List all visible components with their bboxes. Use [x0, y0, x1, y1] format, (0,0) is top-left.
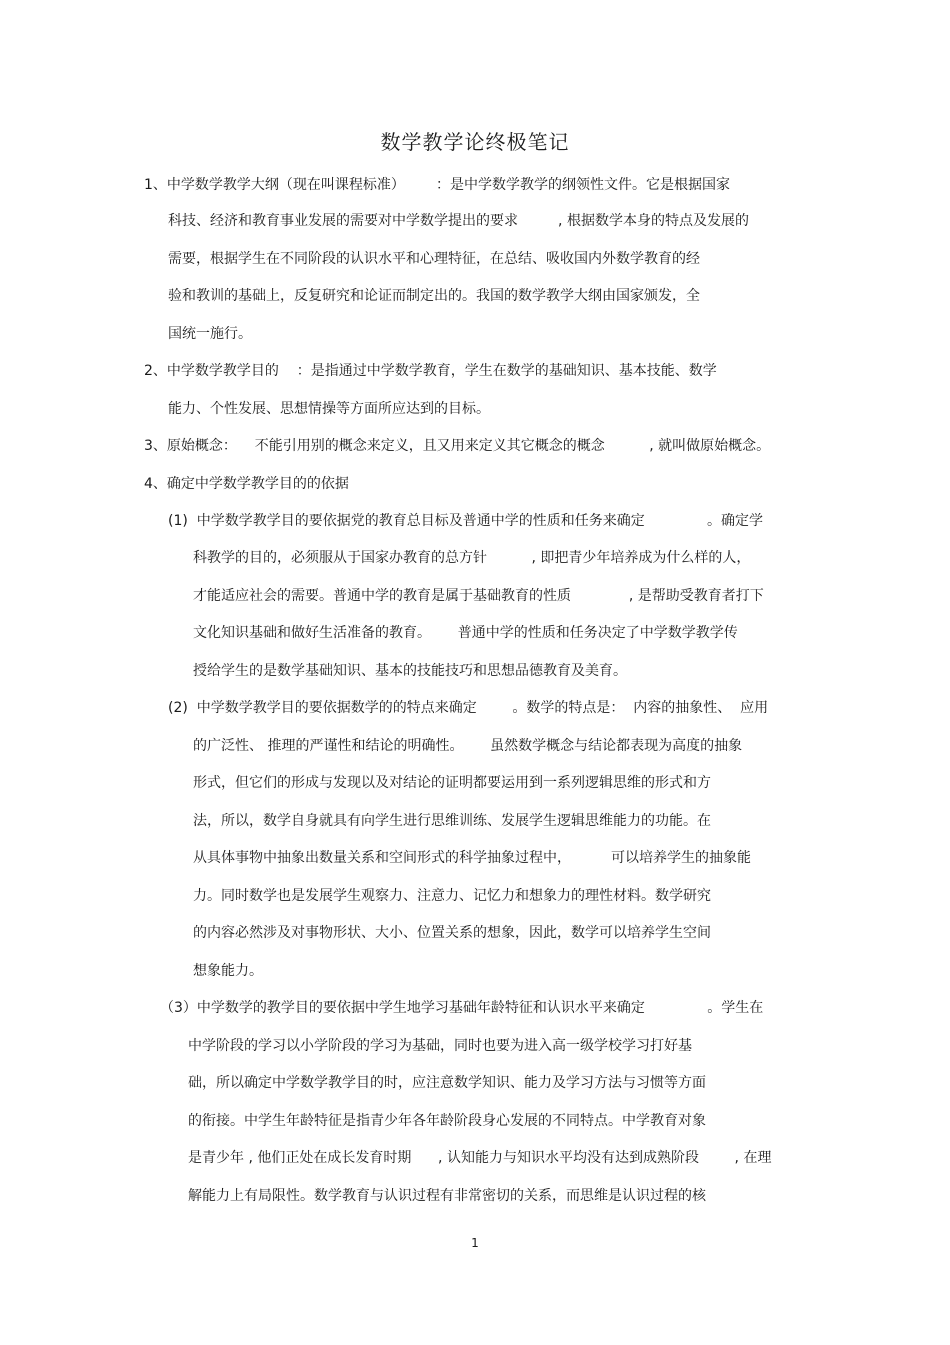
- page-number: 1: [471, 1236, 479, 1250]
- text-line: 2、中学数学教学目的 ：是指通过中学数学教育，学生在数学的基础知识、基本技能、数学: [144, 363, 717, 379]
- text-line: 力。同时数学也是发展学生观察力、注意力、记忆力和想象力的理性材料。数学研究: [193, 888, 711, 904]
- text-line: 从具体事物中抽象出数量关系和空间形式的科学抽象过程中， 可以培养学生的抽象能: [193, 850, 752, 866]
- text-line: 能力、个性发展、思想情操等方面所应达到的目标。: [168, 401, 490, 417]
- text-line: 中学阶段的学习以小学阶段的学习为基础，同时也要为进入高一级学校学习打好基: [188, 1038, 692, 1054]
- text-line: 解能力上有局限性。数学教育与认识过程有非常密切的关系，而思维是认识过程的核: [188, 1188, 706, 1204]
- text-line: 3、原始概念： 不能引用别的概念来定义，且又用来定义其它概念的概念 , 就叫做原始概念。: [144, 438, 771, 454]
- text-line: 础，所以确定中学数学教学目的时，应注意数学知识、能力及学习方法与习惯等方面: [188, 1075, 706, 1091]
- text-line: 验和教训的基础上，反复研究和论证而制定出的。我国的数学教学大纲由国家颁发，全: [168, 288, 700, 304]
- text-line: 需要，根据学生在不同阶段的认识水平和心理特征，在总结、吸收国内外数学教育的经: [168, 251, 700, 267]
- text-line: (2) 中学数学教学目的要依据数学的的特点来确定 。数学的特点是： 内容的抽象性、 应用: [168, 700, 769, 716]
- text-line: 法，所以，数学自身就具有向学生进行思维训练、发展学生逻辑思维能力的功能。在: [193, 813, 711, 829]
- text-line: 4、确定中学数学教学目的的依据: [144, 476, 349, 492]
- text-line: 文化知识基础和做好生活准备的教育。 普通中学的性质和任务决定了中学数学教学传: [193, 625, 738, 641]
- text-line: 科技、经济和教育事业发展的需要对中学数学提出的要求 , 根据数学本身的特点及发展的: [168, 213, 749, 229]
- text-line: 想象能力。: [193, 963, 263, 979]
- text-line: 1、中学数学教学大纲（现在叫课程标准） ：是中学数学教学的纲领性文件。它是根据国家: [144, 177, 731, 193]
- text-line: 的衔接。中学生年龄特征是指青少年各年龄阶段身心发展的不同特点。中学教育对象: [188, 1113, 706, 1129]
- text-line: 的广泛性、 推理的严谨性和结论的明确性。 虽然数学概念与结论都表现为高度的抽象: [193, 738, 743, 754]
- text-line: 科教学的目的，必须服从于国家办教育的总方针 , 即把青少年培养成为什么样的人，: [193, 550, 751, 566]
- text-line: 国统一施行。: [168, 326, 252, 342]
- text-line: （3）中学数学的教学目的要依据中学生地学习基础年龄特征和认识水平来确定 。学生在: [160, 1000, 764, 1016]
- text-line: 授给学生的是数学基础知识、基本的技能技巧和思想品德教育及美育。: [193, 663, 627, 679]
- text-line: 才能适应社会的需要。普通中学的教育是属于基础教育的性质 , 是帮助受教育者打下: [193, 588, 764, 604]
- text-line: (1) 中学数学教学目的要依据党的教育总目标及普通中学的性质和任务来确定 。确定学: [168, 513, 764, 529]
- text-line: 形式，但它们的形成与发现以及对结论的证明都要运用到一系列逻辑思维的形式和方: [193, 775, 711, 791]
- text-line: 是青少年 , 他们正处在成长发育时期 , 认知能力与知识水平均没有达到成熟阶段 , 在理: [188, 1150, 772, 1166]
- page-title: 数学教学论终极笔记: [380, 130, 570, 154]
- text-line: 的内容必然涉及对事物形状、大小、位置关系的想象，因此，数学可以培养学生空间: [193, 925, 711, 941]
